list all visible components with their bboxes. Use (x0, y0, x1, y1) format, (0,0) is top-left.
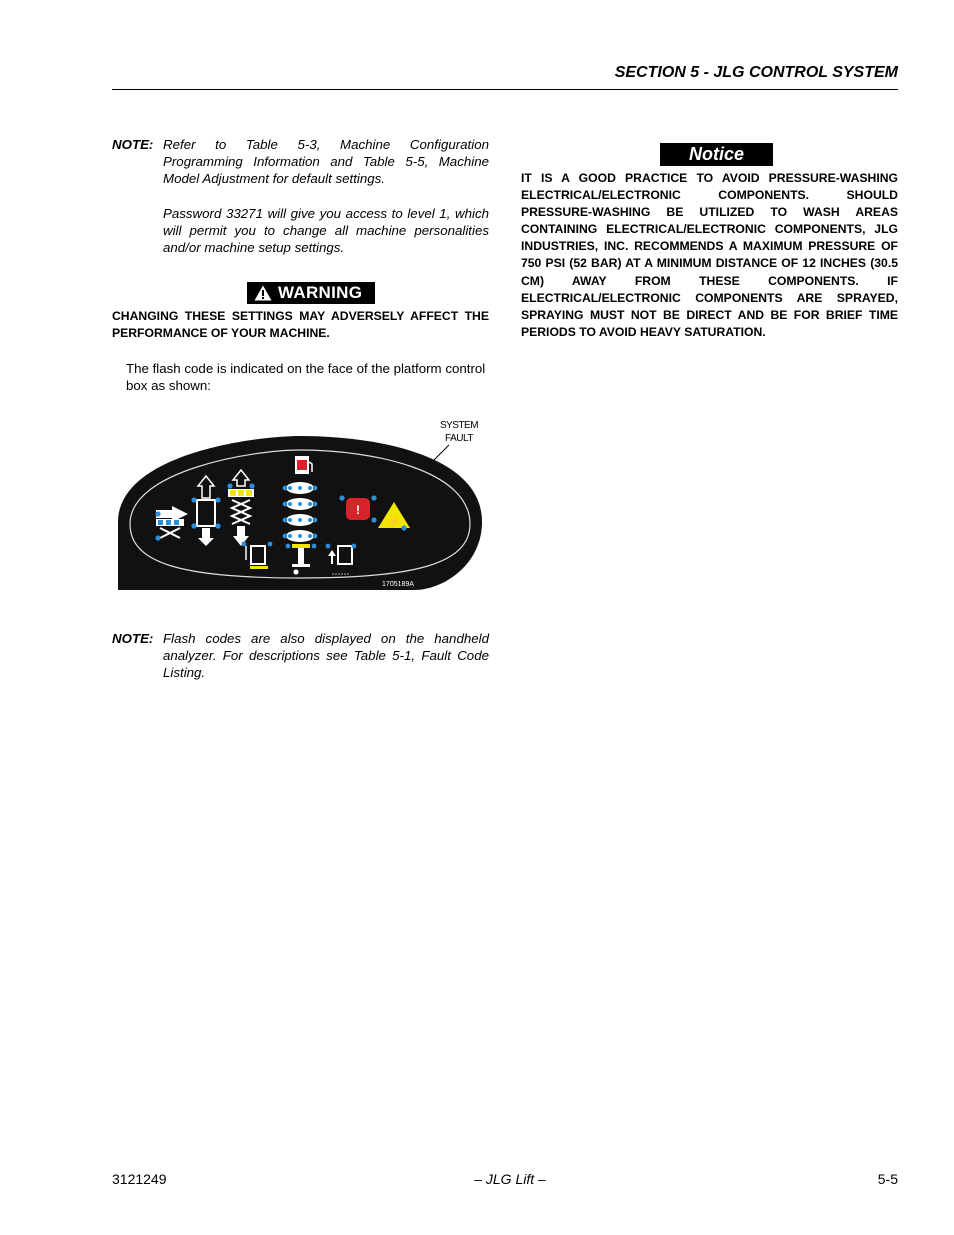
warning-text: CHANGING THESE SETTINGS MAY ADVERSELY AFFECT THE PERFORMANCE OF YOUR MACHINE. (112, 309, 489, 341)
header-rule (112, 89, 898, 90)
note-paragraph-1: Refer to Table 5-3, Machine Configuration Programming Information and Table 5-5, Machine Model Adjustment for default settings. (163, 137, 489, 186)
warning-label: WARNING (278, 283, 363, 302)
note-block-1 (112, 136, 490, 261)
footer-doc-number: 3121249 (112, 1171, 167, 1187)
section-title: SECTION 5 - JLG CONTROL SYSTEM (614, 64, 898, 81)
flash-code-paragraph: The flash code is indicated on the face of the platform control box as shown: (126, 361, 486, 393)
callout-system: SYSTEM (439, 420, 479, 431)
note-block-2 (112, 630, 490, 684)
note-label-2: NOTE: (112, 631, 154, 646)
part-number: 1705189A (382, 581, 414, 588)
warning-triangle-icon (254, 285, 272, 301)
footer-center: – JLG Lift – (474, 1171, 546, 1187)
control-box-figure (114, 414, 486, 596)
warning-banner (247, 282, 375, 304)
note-2-text: Flash codes are also displayed on the handheld analyzer. For descriptions see Table 5-1, Fault Code Listing. (163, 631, 489, 680)
footer-page-number: 5-5 (877, 1171, 898, 1187)
notice-text: IT IS A GOOD PRACTICE TO AVOID PRESSURE-WASHING ELECTRICAL/ELECTRONIC COMPONENTS. SHOULD PRESSURE-WASHING BE UTILIZED TO WASH AREAS CONTAINING ELECTRICAL/ELECTRONIC COMPONENTS, JLG INDUSTRIES, INC. RECOMMENDS A MAXIMUM PRESSURE OF 750 PSI (52 BAR) AT A MINIMUM DISTANCE OF 12 INCHES (30.5 CM) AWAY FROM THESE COMPONENTS. IF ELECTRICAL/ELECTRONIC COMPONENTS ARE SPRAYED, SPRAYING MUST NOT BE DIRECT AND BE FOR BRIEF TIME PERIODS TO AVOID HEAVY SATURATION. (521, 171, 898, 339)
note-paragraph-2: Password 33271 will give you access to level 1, which will permit you to change all machine personalities and/or machine setup settings. (163, 206, 489, 255)
notice-banner: Notice (660, 143, 773, 166)
note-label: NOTE: (112, 137, 154, 152)
overload-icon (346, 498, 370, 520)
callout-fault: FAULT (445, 433, 473, 444)
svg-text:!: ! (356, 503, 360, 517)
svg-text:⚡: ⚡ (387, 516, 401, 528)
